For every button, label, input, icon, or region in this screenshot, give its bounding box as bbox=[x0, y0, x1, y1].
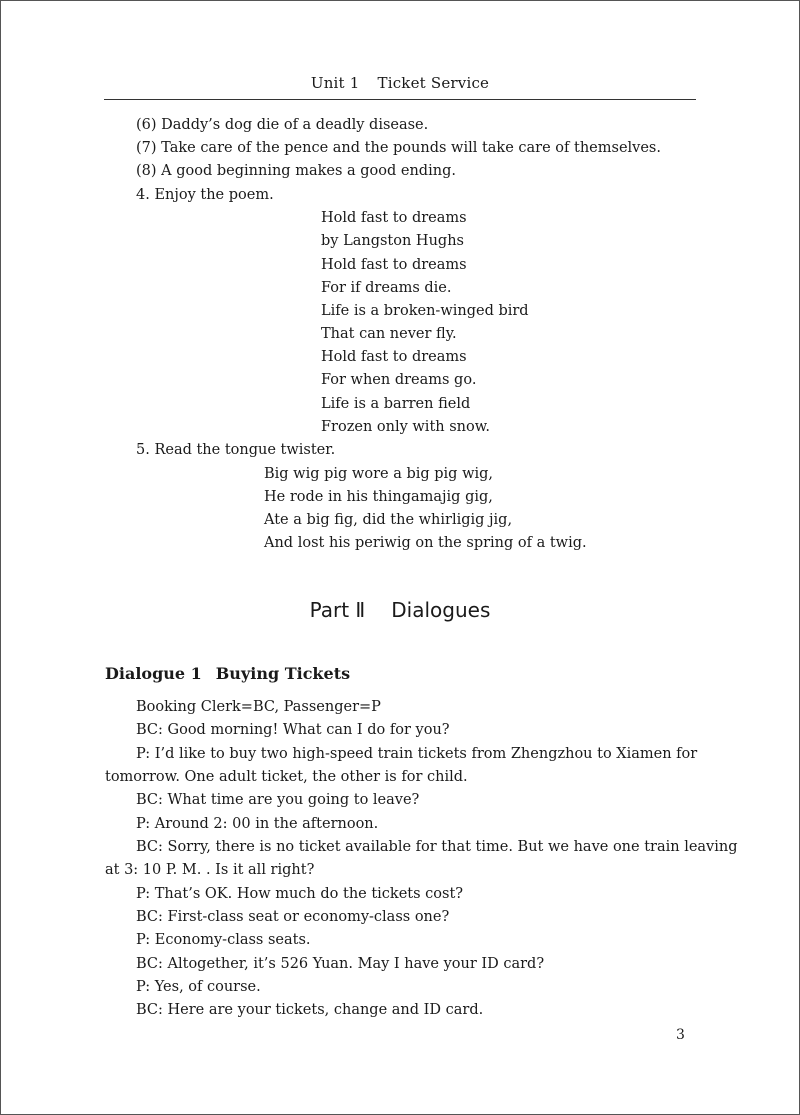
twister-line: Ate a big fig, did the whirligig jig, bbox=[264, 512, 513, 528]
dialogue-line: BC: First-class seat or economy-class one? bbox=[136, 909, 450, 925]
dialogue-line: P: Economy-class seats. bbox=[136, 932, 311, 948]
task-4-heading: 4. Enjoy the poem. bbox=[136, 187, 274, 203]
dialogue-line: BC: Altogether, it’s 526 Yuan. May I have your ID card? bbox=[136, 956, 545, 972]
dialogue-number: Dialogue 1 bbox=[105, 664, 202, 683]
dialogue-line: P: Around 2: 00 in the afternoon. bbox=[136, 816, 379, 832]
poem-line: That can never fly. bbox=[321, 326, 457, 342]
dialogue-title: Buying Tickets bbox=[215, 664, 351, 683]
dialogue-line: BC: Good morning! What can I do for you? bbox=[136, 722, 450, 738]
running-header bbox=[0, 74, 800, 92]
part-heading bbox=[0, 598, 800, 622]
twister-line: Big wig pig wore a big pig wig, bbox=[264, 466, 494, 482]
dialogue-line: BC: What time are you going to leave? bbox=[136, 792, 420, 808]
poem-line: Frozen only with snow. bbox=[321, 419, 491, 435]
dialogue-line-continued: tomorrow. One adult ticket, the other is for child. bbox=[105, 769, 468, 785]
poem-line: Life is a barren field bbox=[321, 396, 471, 412]
part-title-text: Dialogues bbox=[391, 598, 491, 622]
dialogue-line-continued: at 3: 10 P. M. . Is it all right? bbox=[105, 862, 315, 878]
poem-line: Life is a broken-winged bird bbox=[321, 303, 529, 319]
twister-line: And lost his periwig on the spring of a twig. bbox=[264, 535, 587, 551]
dialogue-heading bbox=[105, 664, 350, 683]
proverb-8: (8) A good beginning makes a good ending. bbox=[136, 163, 456, 179]
poem-line: Hold fast to dreams bbox=[321, 349, 467, 365]
dialogue-line: P: That’s OK. How much do the tickets cost? bbox=[136, 886, 464, 902]
page-number: 3 bbox=[676, 1027, 685, 1043]
header-title: Ticket Service bbox=[377, 74, 490, 92]
header-unit: Unit 1 bbox=[310, 74, 360, 92]
poem-line: Hold fast to dreams bbox=[321, 257, 467, 273]
poem-title: Hold fast to dreams bbox=[321, 210, 467, 226]
proverb-6: (6) Daddy’s dog die of a deadly disease. bbox=[136, 117, 429, 133]
header-rule bbox=[104, 99, 696, 100]
poem-line: For if dreams die. bbox=[321, 280, 452, 296]
poem-author: by Langston Hughs bbox=[321, 233, 464, 249]
task-5-heading: 5. Read the tongue twister. bbox=[136, 442, 336, 458]
dialogue-line: BC: Sorry, there is no ticket available for that time. But we have one train leaving bbox=[136, 839, 738, 855]
part-label: Part Ⅱ bbox=[309, 598, 366, 622]
dialogue-line: BC: Here are your tickets, change and ID card. bbox=[136, 1002, 484, 1018]
dialogue-line: P: I’d like to buy two high-speed train tickets from Zhengzhou to Xiamen for bbox=[136, 746, 698, 762]
roles-line: Booking Clerk=BC, Passenger=P bbox=[136, 699, 381, 715]
poem-line: For when dreams go. bbox=[321, 372, 477, 388]
proverb-7: (7) Take care of the pence and the pounds will take care of themselves. bbox=[136, 140, 661, 156]
dialogue-line: P: Yes, of course. bbox=[136, 979, 261, 995]
twister-line: He rode in his thingamajig gig, bbox=[264, 489, 493, 505]
